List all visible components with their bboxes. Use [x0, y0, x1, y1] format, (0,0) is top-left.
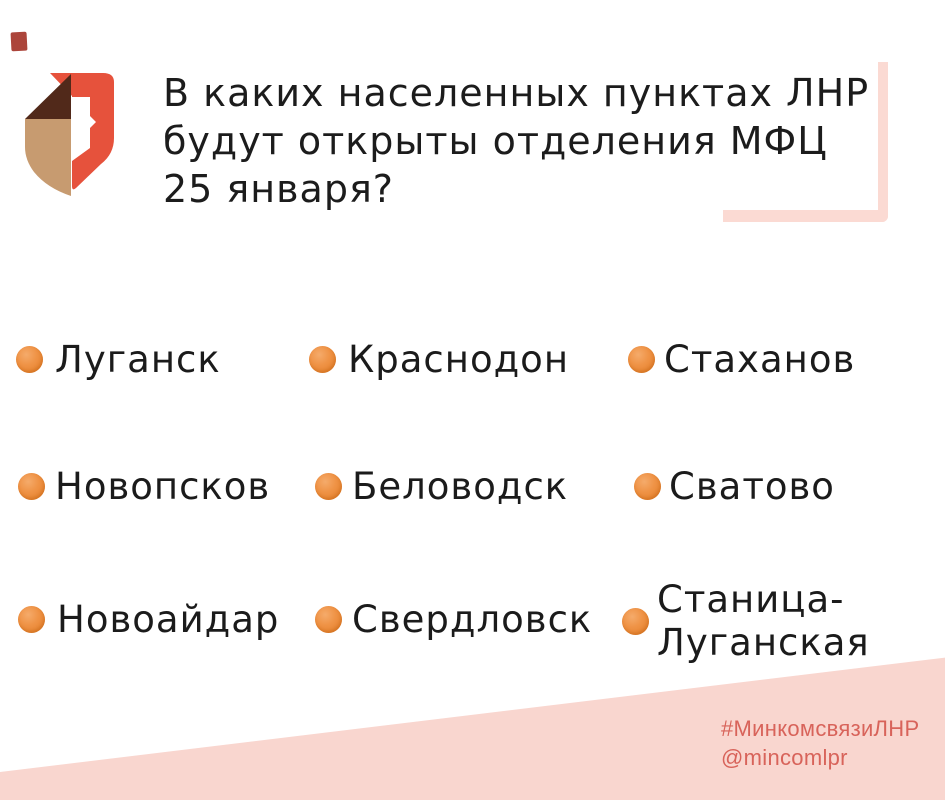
- mfc-documents-shield-logo: [15, 60, 130, 210]
- city-item-sverdlovsk: [315, 598, 592, 641]
- city-label-line-1: Станица-: [657, 578, 845, 621]
- page-title-line-2: будут открыты отделения МФЦ: [163, 119, 828, 163]
- city-item-svatovo: [634, 465, 835, 508]
- city-item-stanitsa-luganskaya: [622, 578, 870, 664]
- hashtag-text: #МинкомсвязиЛНР: [721, 716, 920, 741]
- city-label: Новопсков: [55, 465, 271, 508]
- pink-corner-bracket: [723, 62, 888, 222]
- city-label: Беловодск: [352, 465, 569, 508]
- bullet-icon: [622, 608, 649, 635]
- city-item-lugansk: [16, 338, 221, 381]
- logo-tan-shape: [25, 119, 71, 196]
- bullet-icon: [18, 473, 45, 500]
- city-label-line-2: Луганская: [657, 621, 870, 664]
- city-item-novoaydar: [18, 598, 279, 641]
- city-label: Стаханов: [664, 338, 856, 381]
- city-label: Луганск: [55, 338, 221, 381]
- city-label: Краснодон: [348, 338, 570, 381]
- city-item-novopskov: [18, 465, 270, 508]
- page-title-line-1: В каких населенных пунктах ЛНР: [163, 71, 870, 115]
- city-item-stakhanov: [628, 338, 855, 381]
- bullet-icon: [16, 346, 43, 373]
- city-item-belovodsk: [315, 465, 568, 508]
- bullet-icon: [315, 606, 342, 633]
- city-label: Сватово: [669, 465, 835, 508]
- bullet-icon: [628, 346, 655, 373]
- page-title-line-3: 25 января?: [163, 167, 394, 211]
- red-corner-mark: [11, 32, 28, 52]
- city-label: Свердловск: [352, 598, 593, 641]
- city-label: Новоайдар: [57, 598, 280, 641]
- city-item-krasnodon: [309, 338, 569, 381]
- bullet-icon: [315, 473, 342, 500]
- footer-social: [721, 714, 919, 772]
- city-label: [657, 578, 870, 664]
- bullet-icon: [634, 473, 661, 500]
- handle-text: @mincomlpr: [721, 745, 848, 770]
- bullet-icon: [18, 606, 45, 633]
- bullet-icon: [309, 346, 336, 373]
